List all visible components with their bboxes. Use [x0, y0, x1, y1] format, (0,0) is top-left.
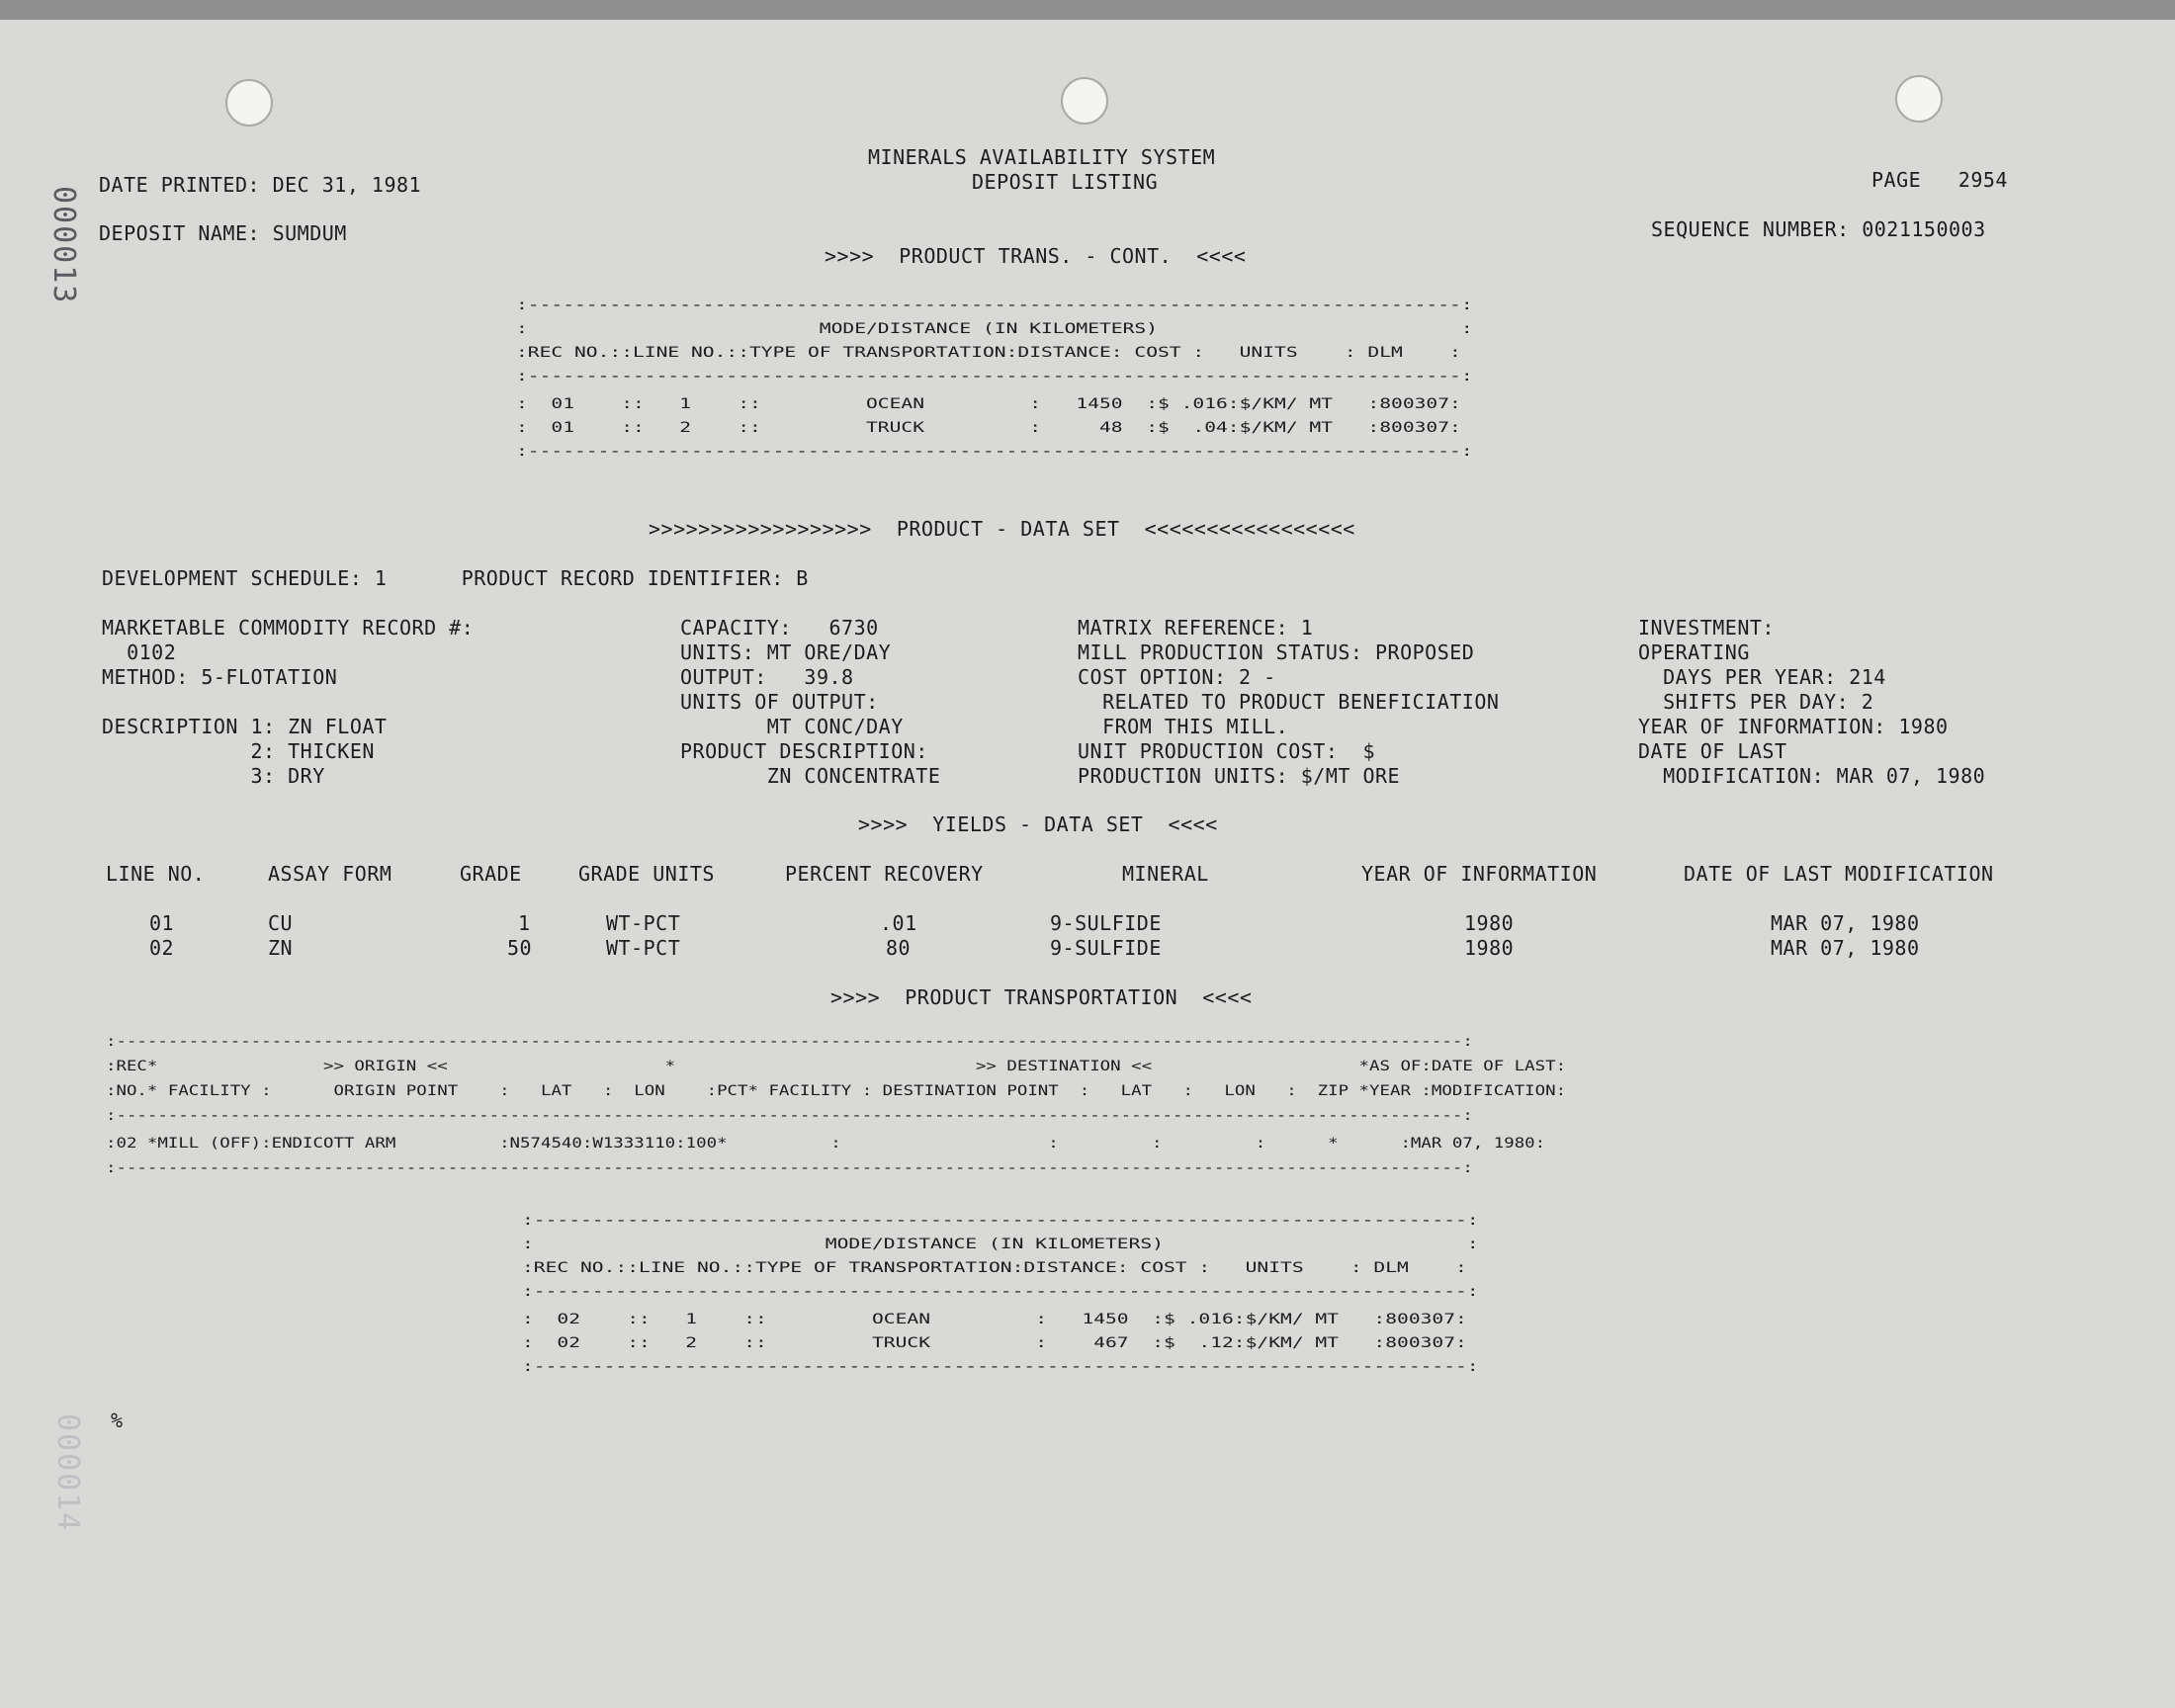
yields-cell: WT-PCT — [606, 936, 681, 960]
product-field: 2: THICKEN — [102, 739, 375, 763]
yields-header: ASSAY FORM — [268, 862, 392, 886]
yields-header: PERCENT RECOVERY — [785, 862, 984, 886]
product-field: MARKETABLE COMMODITY RECORD #: — [102, 616, 475, 640]
yields-header: MINERAL — [1122, 862, 1209, 886]
product-field: OUTPUT: 39.8 — [680, 665, 854, 689]
table-line: :REC* >> ORIGIN << * >> DESTINATION << *AS OF:DATE OF LAST: — [106, 1059, 1567, 1074]
product-field: UNIT PRODUCTION COST: $ — [1078, 739, 1375, 763]
date-printed: DATE PRINTED: DEC 31, 1981 — [99, 173, 422, 197]
yields-header: YEAR OF INFORMATION — [1361, 862, 1598, 886]
page-stamp-bottom: 000014 — [50, 1413, 85, 1533]
table-line: :--------------------------------------------------------------------------------: — [516, 444, 1473, 460]
system-title: MINERALS AVAILABILITY SYSTEM — [868, 145, 1216, 169]
product-field: DAYS PER YEAR: 214 — [1638, 665, 1886, 689]
product-field: DATE OF LAST — [1638, 739, 1787, 763]
product-field: MODIFICATION: MAR 07, 1980 — [1638, 764, 1986, 788]
yields-cell: 1980 — [1464, 936, 1515, 960]
mode-distance-table-1 — [516, 294, 2135, 491]
section-trans-cont: >>>> PRODUCT TRANS. - CONT. <<<< — [825, 244, 1247, 268]
table-row: : 01 :: 1 :: OCEAN : 1450 :$ .016:$/KM/ MT :800307: — [516, 396, 1461, 412]
product-field: 0102 — [102, 640, 177, 664]
product-field: MILL PRODUCTION STATUS: PROPOSED — [1078, 640, 1475, 664]
table-line: :----------------------------------------------------------------------------------------------------------------------------------: — [106, 1108, 1473, 1124]
yields-cell: 50 — [507, 936, 533, 960]
product-field: PRODUCTION UNITS: $/MT ORE — [1078, 764, 1401, 788]
product-field: UNITS OF OUTPUT: — [680, 690, 879, 714]
footer-mark: % — [111, 1409, 124, 1432]
product-field: CAPACITY: 6730 — [680, 616, 879, 640]
table-row: :02 *MILL (OFF):ENDICOTT ARM :N574540:W1333110:100* : : : : * :MAR 07, 1980: — [106, 1136, 1546, 1152]
yields-cell: 01 — [149, 911, 175, 935]
table-line: :--------------------------------------------------------------------------------: — [516, 298, 1473, 313]
product-field: MT CONC/DAY — [680, 715, 904, 738]
table-row: : 01 :: 2 :: TRUCK : 48 :$ .04:$/KM/ MT :800307: — [516, 420, 1461, 436]
yields-cell: 02 — [149, 936, 175, 960]
yields-cell: 9-SULFIDE — [1050, 911, 1162, 935]
table-line: : MODE/DISTANCE (IN KILOMETERS) : — [522, 1237, 1479, 1252]
yields-cell: MAR 07, 1980 — [1771, 911, 1920, 935]
sequence-number: SEQUENCE NUMBER: 0021150003 — [1651, 217, 1986, 241]
product-field: RELATED TO PRODUCT BENEFICIATION — [1078, 690, 1500, 714]
page-number: PAGE 2954 — [1871, 168, 2008, 192]
product-field: PRODUCT DESCRIPTION: — [680, 739, 928, 763]
table-line: :--------------------------------------------------------------------------------: — [522, 1284, 1479, 1300]
page-stamp-top: 000013 — [46, 186, 81, 305]
punch-hole-left — [225, 79, 273, 127]
product-field: FROM THIS MILL. — [1078, 715, 1289, 738]
yields-cell: .01 — [880, 911, 917, 935]
table-line: :----------------------------------------------------------------------------------------------------------------------------------: — [106, 1160, 1473, 1176]
yields-cell: 9-SULFIDE — [1050, 936, 1162, 960]
table-row: : 02 :: 1 :: OCEAN : 1450 :$ .016:$/KM/ MT :800307: — [522, 1312, 1467, 1327]
punch-hole-right — [1895, 75, 1943, 123]
yields-cell: WT-PCT — [606, 911, 681, 935]
development-schedule: DEVELOPMENT SCHEDULE: 1 PRODUCT RECORD IDENTIFIER: B — [102, 566, 809, 590]
product-field: METHOD: 5-FLOTATION — [102, 665, 338, 689]
printout-page — [0, 20, 2175, 1708]
section-yields-data-set: >>>> YIELDS - DATA SET <<<< — [858, 812, 1218, 836]
table-line: :--------------------------------------------------------------------------------: — [522, 1359, 1479, 1375]
product-transportation-table — [106, 1030, 2175, 1228]
table-line: :--------------------------------------------------------------------------------: — [522, 1213, 1479, 1229]
yields-cell: 1 — [518, 911, 531, 935]
product-field: UNITS: MT ORE/DAY — [680, 640, 892, 664]
yields-cell: ZN — [268, 936, 294, 960]
product-field: 3: DRY — [102, 764, 325, 788]
table-line: :----------------------------------------------------------------------------------------------------------------------------------: — [106, 1034, 1473, 1050]
yields-header: DATE OF LAST MODIFICATION — [1684, 862, 1994, 886]
product-field: MATRIX REFERENCE: 1 — [1078, 616, 1314, 640]
product-field: INVESTMENT: — [1638, 616, 1775, 640]
section-product-transportation: >>>> PRODUCT TRANSPORTATION <<<< — [830, 985, 1253, 1009]
deposit-name: DEPOSIT NAME: SUMDUM — [99, 221, 347, 245]
product-field: DESCRIPTION 1: ZN FLOAT — [102, 715, 388, 738]
product-field: COST OPTION: 2 - — [1078, 665, 1276, 689]
yields-cell: MAR 07, 1980 — [1771, 936, 1920, 960]
table-row: : 02 :: 2 :: TRUCK : 467 :$ .12:$/KM/ MT :800307: — [522, 1335, 1467, 1351]
table-line: :REC NO.::LINE NO.::TYPE OF TRANSPORTATION:DISTANCE: COST : UNITS : DLM : — [516, 345, 1461, 361]
product-field: YEAR OF INFORMATION: 1980 — [1638, 715, 1949, 738]
table-line: :REC NO.::LINE NO.::TYPE OF TRANSPORTATION:DISTANCE: COST : UNITS : DLM : — [522, 1260, 1467, 1276]
product-field: ZN CONCENTRATE — [680, 764, 941, 788]
table-line: :--------------------------------------------------------------------------------: — [516, 369, 1473, 384]
listing-title: DEPOSIT LISTING — [972, 170, 1159, 194]
yields-header: GRADE UNITS — [578, 862, 715, 886]
yields-cell: 1980 — [1464, 911, 1515, 935]
product-field: SHIFTS PER DAY: 2 — [1638, 690, 1874, 714]
yields-cell: 80 — [886, 936, 912, 960]
yields-header: GRADE — [460, 862, 522, 886]
table-line: : MODE/DISTANCE (IN KILOMETERS) : — [516, 321, 1473, 337]
punch-hole-center — [1061, 77, 1108, 125]
table-line: :NO.* FACILITY : ORIGIN POINT : LAT : LON :PCT* FACILITY : DESTINATION POINT : LAT : LON : ZIP *YEAR :MODIFICATION: — [106, 1083, 1567, 1099]
section-product-data-set: >>>>>>>>>>>>>>>>>> PRODUCT - DATA SET <<<<<<<<<<<<<<<<< — [649, 517, 1355, 541]
yields-cell: CU — [268, 911, 294, 935]
product-field: OPERATING — [1638, 640, 1750, 664]
mode-distance-table-2 — [522, 1209, 2141, 1407]
yields-header: LINE NO. — [106, 862, 206, 886]
